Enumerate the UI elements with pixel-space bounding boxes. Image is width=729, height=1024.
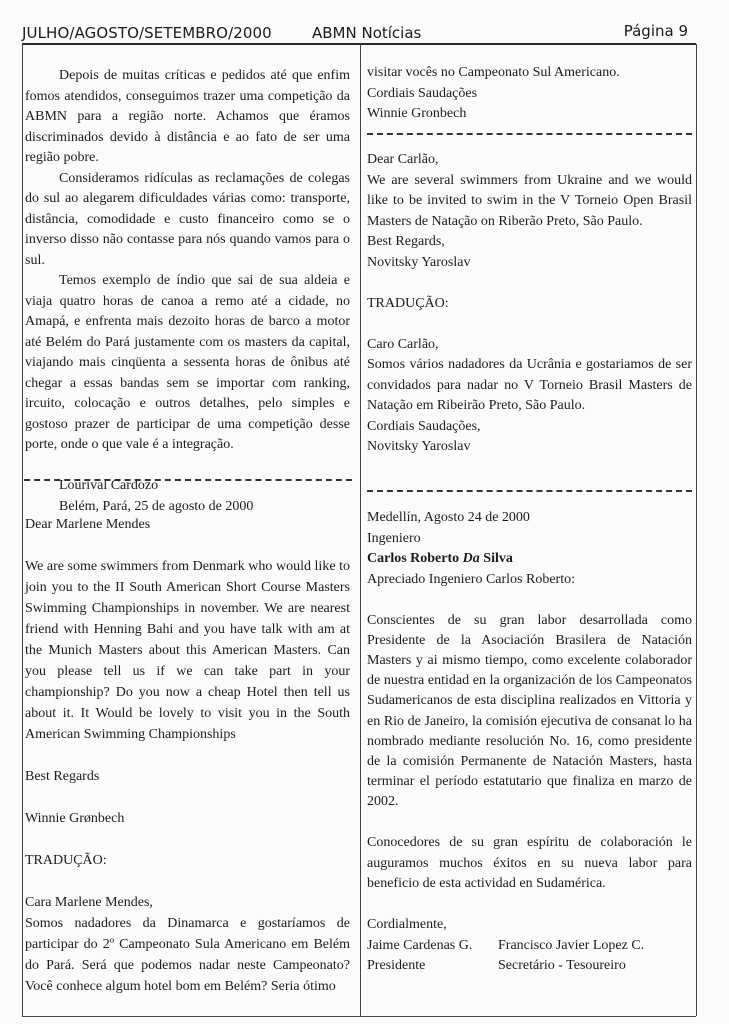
section-separator [24, 479, 352, 481]
letter-paragraph: Conscientes de su gran labor desarrollada como Presidente de la Asociación Brasilera de Natación Masters y ai mismo tiempo, como excelente colaborador de nuestra entidad en la organización de los Campeonatos Sudamericanos de esta disciplina realizados en Vittoria y en Rio de Janeiro, la comisión ejecutiva de consanat lo ha nombrado mediante resolución No. 16, como presidente de la comisión Permanente de Natación Masters, hasta terminar el período estatutario que finaliza en marzo de 2002. [367, 612, 692, 810]
letter-sender: Novitsky Yaroslav [367, 254, 471, 270]
letter-sender: Winnie Grønbech [25, 811, 125, 826]
letter-paragraph: Depois de muitas críticas e pedidos até que enfim fomos atendidos, conseguimos trazer uma competição da ABMN para a região norte. Achamos que éramos discriminados devido à distância e ao fato de ser uma região pobre. [25, 68, 350, 165]
letter-dateline: Medellín, Agosto 24 de 2000 [367, 510, 530, 525]
signer-1-name: Jaime Cardenas G. [367, 937, 473, 953]
signer-2-name: Francisco Javier Lopez C. [498, 937, 645, 953]
header-rule [22, 43, 696, 45]
translation-label: TRADUÇÃO: [367, 295, 449, 311]
frame-bottom-border [22, 1016, 696, 1017]
column-divider [360, 44, 361, 1016]
letter-paragraph: Conocedores de su gran espíritu de colaboración le auguramos muchos éxitos en su nueva labor para beneficio de esta actividad en Sudamérica. [367, 835, 692, 892]
translation-label: TRADUÇÃO: [25, 853, 107, 868]
letter-paragraph: Consideramos ridículas as reclamações de colegas do sul ao alegarem dificuldades várias como: transporte, distância, comodidade e custo financeiro como se o inverso disso não contasse para nós quando vamos para o sul. [25, 170, 350, 268]
translation-greeting: Caro Carlão, [367, 336, 439, 352]
section-separator [367, 490, 692, 492]
signer-2-role: Secretário - Tesoureiro [498, 958, 626, 974]
addressee-title: Ingeniero [367, 530, 421, 546]
letter-lourival [25, 66, 350, 517]
letter-greeting: Dear Marlene Mendes [25, 517, 151, 532]
letter-ukraine [367, 150, 692, 458]
letter-body: We are some swimmers from Denmark who would like to join you to the II South American Short Course Masters Swimming Championships in november. We are nearest friend with Henning Bahi and you have talk with am at the Munich Masters about this American Masters. Can you please tell us if we can take part in your championship? Do you now a cheap Hotel then tell us about it. It Would be lovely to visit you in the South American Swimming Championships [25, 559, 350, 742]
letter-consanat [367, 508, 692, 977]
translation-body: Somos nadadores da Dinamarca e gostaríamos de participar do 2º Campeonato Sula Americano em Belém do Pará. Será que podemos nadar neste Campeonato? Você conhece algum hotel bom em Belém? Seria ótimo [25, 916, 350, 994]
letter-closing: Cordialmente, [367, 917, 447, 933]
translation-greeting: Cara Marlene Mendes, [25, 895, 153, 910]
signatures-row [367, 936, 692, 957]
frame-left-border [22, 44, 23, 1016]
signature-place-date: Belém, Pará, 25 de agosto de 2000 [59, 498, 254, 514]
signatures-roles-row [367, 956, 692, 977]
letter-denmark [25, 514, 350, 997]
addressee-name [367, 549, 692, 570]
page-header [22, 20, 696, 42]
translation-body: Somos vários nadadores da Ucrânia e gostariamos de ser convidados para nadar no V Torneio Brasil Masters de Natação em Ribeirão Preto, São Paulo. [367, 357, 692, 413]
frame-right-border [696, 44, 697, 1016]
translation-sender: Novitsky Yaroslav [367, 439, 471, 454]
letter-sender: Winnie Gronbech [367, 106, 467, 121]
letter-body-continued: visitar vocês no Campeonato Sul Americano. [367, 65, 620, 80]
issue-date-range: JULHO/AGOSTO/SETEMBRO/2000 [22, 24, 272, 42]
addressee-name-part: Da [462, 551, 480, 566]
letter-body: We are several swimmers from Ukraine and we would like to be invited to swim in the V Torneio Open Brasil Masters de Natação on Riberão Preto, São Paulo. [367, 172, 692, 229]
page-number: Página 9 [623, 22, 688, 40]
letter-greeting: Dear Carlão, [367, 152, 439, 167]
letter-salutation: Apreciado Ingeniero Carlos Roberto: [367, 571, 575, 587]
publication-name: ABMN Notícias [312, 24, 422, 42]
letter-closing: Best Regards, [367, 234, 445, 249]
letter-closing: Cordiais Saudações [367, 85, 478, 101]
addressee-name-part: Silva [479, 551, 513, 566]
letter-denmark-continued [367, 63, 692, 125]
letter-paragraph: Temos exemplo de índio que sai de sua aldeia e viaja quatro horas de canoa a remo até a cidade, no Amapá, e enfrenta mais dezoito horas de barco a motor até Belém do Pará justamente com os masters da capital, viajando mais cinqüenta a sessenta horas de ônibus até chegar a essas bandas sem se importar com ranking, ircuito, colocação e outros detalhes, pelo simples e gostoso prazer de participar de uma competição desse porte, onde o que vale é a integração. [25, 273, 350, 452]
signer-1-role: Presidente [367, 958, 426, 974]
signature-name: Lourival Cardozo [59, 478, 159, 493]
section-separator [367, 133, 692, 135]
addressee-name-part: Carlos Roberto [367, 551, 463, 566]
letter-closing: Best Regards [25, 769, 100, 784]
translation-closing: Cordiais Saudações, [367, 418, 481, 434]
